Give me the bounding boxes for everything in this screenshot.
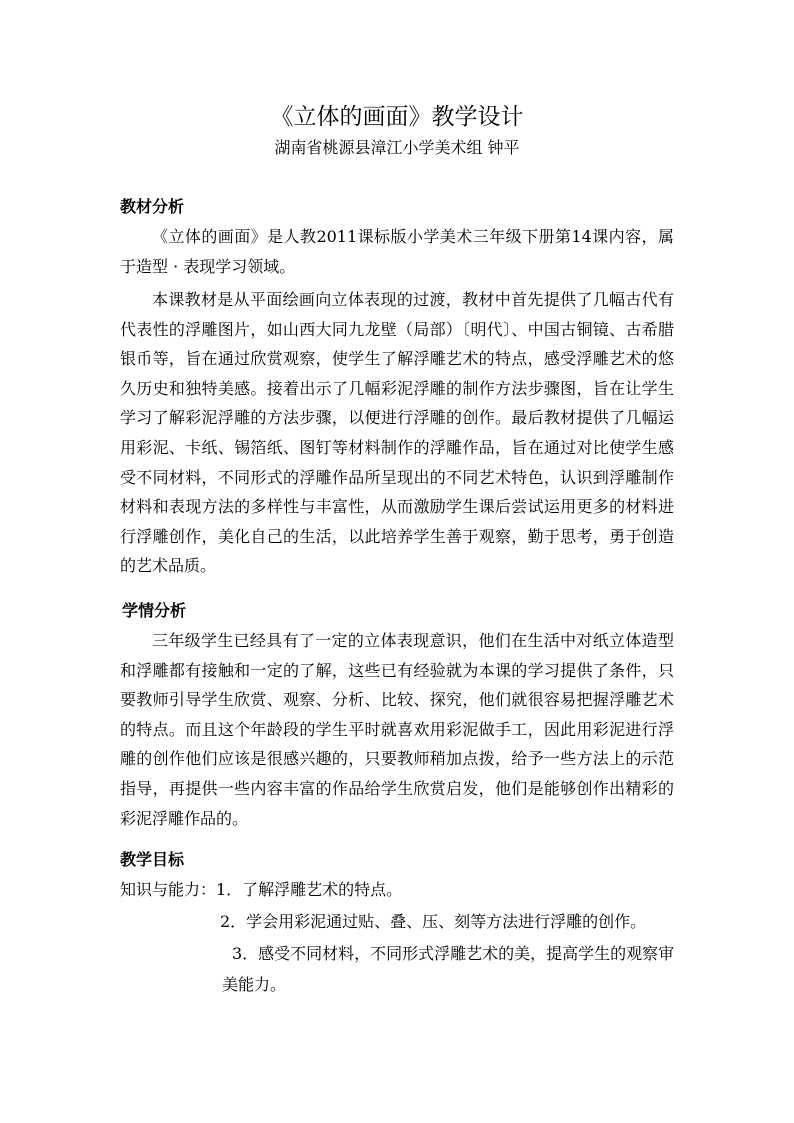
goal-line-3-continued: 美能力。 bbox=[222, 975, 287, 994]
material-paragraph-1: 《立体的画面》是人教2011课标版小学美术三年级下册第14课内容，属于造型 · 表现学习领域。 bbox=[120, 227, 674, 276]
section-heading-learner: 学情分析 bbox=[122, 601, 187, 620]
material-paragraph-2: 本课教材是从平面绘画向立体表现的过渡，教材中首先提供了几幅古代有代表性的浮雕图片，如山西大同九龙壁（局部）〔明代〕、中国古铜镜、古希腊银币等，旨在通过欣赏观察，使学生了解浮雕艺术的特点，感受浮雕艺术的悠久历史和独特美感。接着出示了几幅彩泥浮雕的制作方法步骤图，旨在让学生学习了解彩泥浮雕的方法步骤，以便进行浮雕的创作。最后教材提供了几幅运用彩泥、卡纸、锡箔纸、图钉等材料制作的浮雕作品，旨在通过对比使学生感受不同材料，不同形式的浮雕作品所呈现出的不同艺术特色，认识到浮雕制作材料和表现方法的多样性与丰富性，从而激励学生课后尝试运用更多的材料进行浮雕创作，美化自己的生活，以此培养学生善于观察，勤于思考，勇于创造的艺术品质。 bbox=[120, 290, 674, 576]
document-title: 《立体的画面》教学设计 bbox=[270, 104, 524, 130]
goal-line-1: 知识与能力：1．了解浮雕艺术的特点。 bbox=[120, 880, 403, 899]
learner-paragraph-1: 三年级学生已经具有了一定的立体表现意识，他们在生活中对纸立体造型和浮雕都有接触和一定的了解，这些已有经验就为本课的学习提供了条件，只要教师引导学生欣赏、观察、分析、比较、探究，他们就很容易把握浮雕艺术的特点。而且这个年龄段的学生平时就喜欢用彩泥做手工，因此用彩泥进行浮雕的创作他们应该是很感兴趣的，只要教师稍加点拨，给予一些方法上的示范指导，再提供一些内容丰富的作品给学生欣赏启发，他们是能够创作出精彩的彩泥浮雕作品的。 bbox=[120, 631, 674, 828]
section-heading-material: 教材分析 bbox=[120, 197, 185, 216]
goal-line-3: 3．感受不同材料，不同形式浮雕艺术的美，提高学生的观察审 bbox=[232, 944, 675, 963]
section-heading-goals: 教学目标 bbox=[120, 850, 185, 869]
goal-line-2: 2．学会用彩泥通过贴、叠、压、刻等方法进行浮雕的创作。 bbox=[220, 912, 647, 931]
document-subtitle: 湖南省桃源县漳江小学美术组 钟平 bbox=[274, 138, 520, 157]
